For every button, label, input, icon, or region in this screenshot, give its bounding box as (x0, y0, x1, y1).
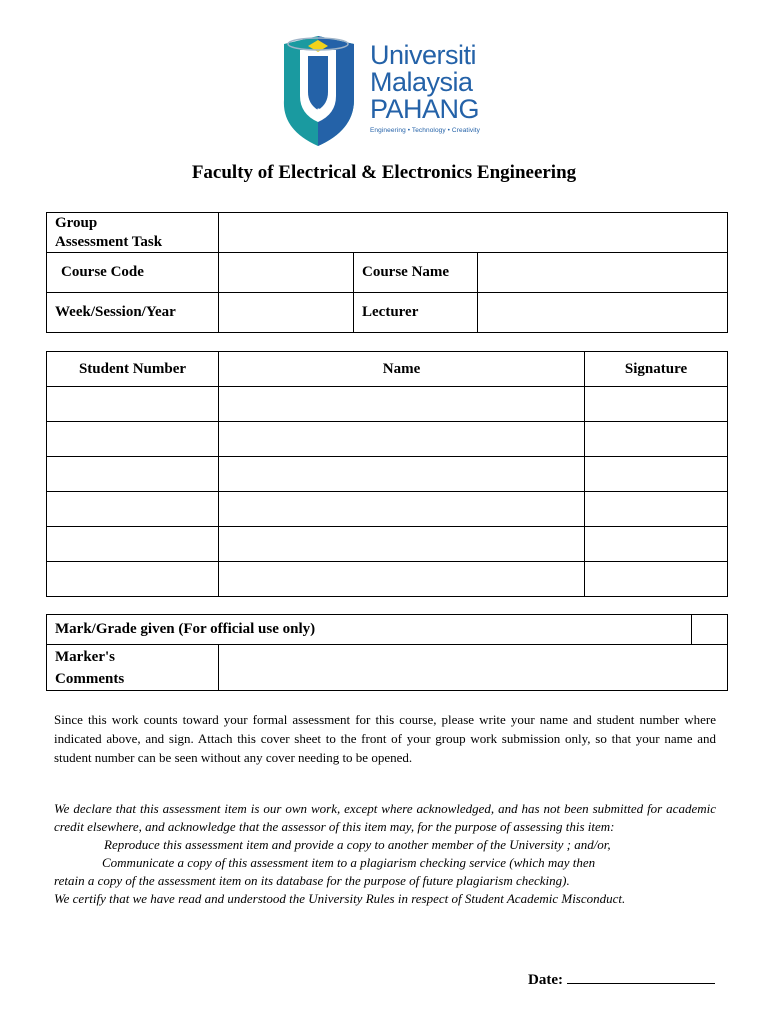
name-cell[interactable] (219, 527, 585, 562)
students-table (46, 351, 728, 597)
declaration-item-reproduce: Reproduce this assessment item and provide a copy to another member of the University ; and/or, (104, 837, 611, 852)
declaration-item-communicate-cont: retain a copy of the assessment item on its database for the purpose of future plagiarism checking). (54, 873, 570, 888)
student-number-cell[interactable] (47, 527, 219, 562)
logo-line-universiti: Universiti (370, 40, 477, 70)
student-number-cell[interactable] (47, 562, 219, 597)
declaration-block (54, 800, 716, 908)
ump-badge: UMP (306, 107, 326, 117)
lecturer-label: Lecturer (354, 293, 478, 333)
declaration-intro: We declare that this assessment item is our own work, except where acknowledged, and has not been submitted for academic credit elsewhere, and acknowledge that the assessor of this item may, for the purpose of assessing this item: (54, 801, 716, 834)
logo-tagline: Engineering • Technology • Creativity (370, 127, 481, 134)
instructions-text: Since this work counts toward your formal assessment for this course, please write your name and student number where indicated above, and sign. Attach this cover sheet to the front of your group work submission only, so that your name and student number can be seen without any cover needing to be opened. (54, 712, 716, 765)
course-code-field[interactable] (219, 253, 354, 293)
marker-comments-label: Marker's Comments (47, 645, 219, 691)
signature-cell[interactable] (585, 422, 728, 457)
date-block (528, 968, 715, 989)
table-row (47, 422, 728, 457)
shield-logo-icon (278, 30, 368, 148)
faculty-title: Faculty of Electrical & Electronics Engineering (191, 162, 577, 183)
signature-cell[interactable] (585, 457, 728, 492)
table-row (47, 562, 728, 597)
student-number-cell[interactable] (47, 457, 219, 492)
course-code-label: Course Code (47, 253, 219, 293)
group-task-label: Group Assessment Task (47, 213, 219, 253)
name-cell[interactable] (219, 387, 585, 422)
name-cell[interactable] (219, 562, 585, 597)
name-header: Name (219, 352, 585, 387)
date-label: Date: (528, 972, 563, 988)
mark-grade-label: Mark/Grade given (For official use only) (47, 615, 692, 645)
name-cell[interactable] (219, 422, 585, 457)
mark-grade-field[interactable] (691, 615, 727, 645)
table-row (47, 492, 728, 527)
table-row (47, 527, 728, 562)
signature-cell[interactable] (585, 527, 728, 562)
date-field[interactable] (567, 968, 715, 984)
declaration-item-communicate: Communicate a copy of this assessment item to a plagiarism checking service (which may then (102, 855, 596, 870)
course-name-label: Course Name (354, 253, 478, 293)
student-number-header: Student Number (47, 352, 219, 387)
marker-comments-field[interactable] (219, 645, 728, 691)
signature-cell[interactable] (585, 492, 728, 527)
declaration-certify: We certify that we have read and understood the University Rules in respect of Student Academic Misconduct. (54, 891, 626, 906)
week-session-year-label: Week/Session/Year (47, 293, 219, 333)
signature-cell[interactable] (585, 562, 728, 597)
course-name-field[interactable] (478, 253, 728, 293)
week-session-year-field[interactable] (219, 293, 354, 333)
student-number-cell[interactable] (47, 422, 219, 457)
assessment-details-table (46, 212, 728, 333)
logo-line-pahang: PAHANG (370, 94, 480, 124)
name-cell[interactable] (219, 492, 585, 527)
student-number-cell[interactable] (47, 387, 219, 422)
signature-header: Signature (585, 352, 728, 387)
name-cell[interactable] (219, 457, 585, 492)
official-use-table (46, 614, 728, 691)
university-logo (278, 30, 518, 148)
logo-line-malaysia: Malaysia (370, 67, 473, 97)
group-task-field[interactable] (219, 213, 728, 253)
table-row (47, 457, 728, 492)
lecturer-field[interactable] (478, 293, 728, 333)
signature-cell[interactable] (585, 387, 728, 422)
table-row (47, 387, 728, 422)
student-number-cell[interactable] (47, 492, 219, 527)
students-header-row (47, 352, 728, 387)
